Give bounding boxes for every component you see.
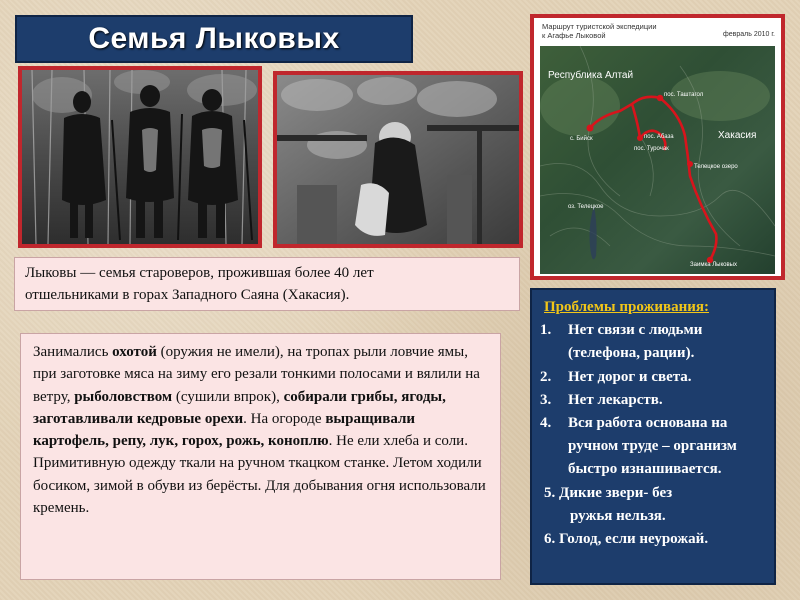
hut-interior-photo [273, 71, 523, 248]
activities-paragraph2: Примитивную одежду ткали на ручном ткацком станке. Летом ходили босиком, зимой в обуви из берёсты. Для добывания огня использовали кремень. [33, 455, 486, 517]
problem-item [540, 319, 766, 365]
activities-gathering: собирали грибы, ягоды, заготавливали кедровые орехи [33, 388, 446, 427]
map-header [534, 18, 781, 46]
map-place-turochak: пос. Турочак [634, 146, 669, 152]
map-label-khakasia: Хакасия [718, 130, 757, 141]
map-label-altai: Республика Алтай [548, 70, 634, 81]
map-title-line2: к Агафье Лыковой [542, 31, 606, 40]
activities-text4: . На огороде [243, 410, 326, 427]
activities-paragraph1 [33, 341, 488, 452]
problem-item [540, 366, 766, 389]
intro-line1: Лыковы — семья староверов, прожившая более 40 лет [25, 265, 374, 281]
activities-box [20, 333, 501, 580]
family-photo-image [22, 70, 258, 244]
activities-text5: . Не ели хлеба и соли. [328, 433, 468, 450]
intro-line2: отшельниками в горах Западного Саяна (Хакасия). [25, 287, 350, 303]
map-terrain [540, 46, 775, 274]
map-place-teletskoe: Телецкое озеро [694, 164, 738, 170]
problem-item [540, 389, 766, 412]
problem-5-line1: 5. Дикие звери- без [544, 484, 673, 501]
hut-interior-image [277, 75, 519, 244]
problem-text: Нет связи с людьми (телефона, рации). [568, 322, 703, 362]
problem-text: Нет лекарств. [568, 391, 663, 408]
problem-item-5 [540, 482, 766, 528]
problem-5-line2: ружья нельзя. [570, 507, 666, 524]
problem-number: 1. [540, 322, 552, 339]
map-place-zaimka: Заимка Лыковых [690, 262, 737, 268]
intro-box [14, 257, 520, 311]
problem-item [540, 412, 766, 482]
map-title-line1: Маршрут туристской экспедиции [542, 22, 657, 31]
activities-fishing: рыболовством [74, 388, 173, 405]
map-place-lake: оз. Телецкое [568, 204, 604, 210]
map-terrain-image [540, 46, 775, 274]
activities-farming: выращивали картофель, репу, лук, горох, рожь, коноплю [33, 410, 416, 450]
problem-item-6: 6. Голод, если неурожай. [544, 531, 709, 548]
map-place-abaza: пос. Абаза [644, 134, 674, 140]
problem-text: Вся работа основана на ручном труде – организм быстро изнашивается. [568, 415, 737, 478]
problems-title: Проблемы проживания: [544, 299, 710, 315]
activities-text3: (сушили впрок), [172, 388, 284, 405]
expedition-route-map [530, 14, 785, 280]
map-place-tashtagol: пос. Таштагол [664, 92, 704, 98]
map-date: февраль 2010 г. [723, 31, 775, 38]
problem-number: 4. [540, 415, 552, 432]
family-photo [18, 66, 262, 248]
problems-box [530, 288, 776, 585]
activities-text1: Занимались [33, 344, 113, 360]
activities-text2: (оружия не имели), на тропах рыли ловчие ямы, при заготовке мяса на зиму его резали тонкими полосами и вялили на ветру, [33, 344, 480, 405]
map-place-biysk: с. Бийск [570, 136, 593, 142]
problem-number: 3. [540, 391, 552, 408]
problem-number: 2. [540, 368, 552, 385]
page-title: Семья Лыковых [15, 15, 413, 63]
activities-hunting: охотой [112, 344, 157, 360]
problem-text: Нет дорог и света. [568, 368, 692, 385]
